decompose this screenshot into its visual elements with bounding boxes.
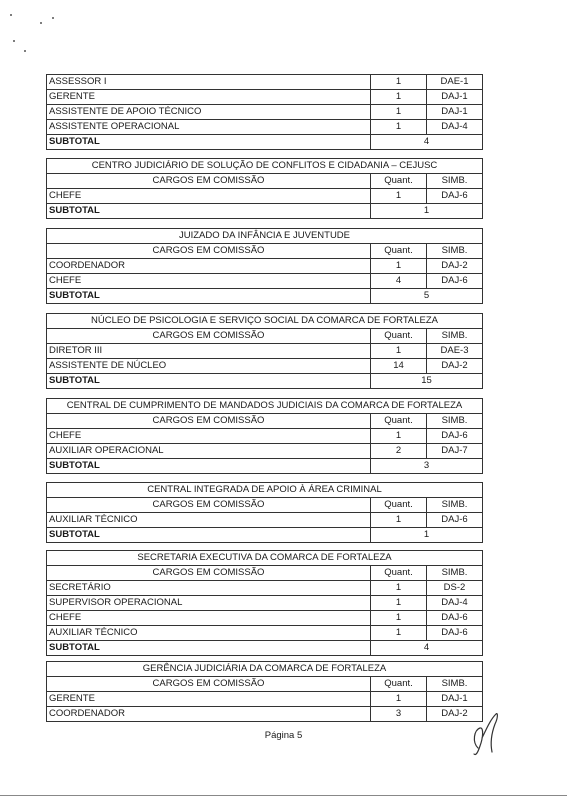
cargo-cell: AUXILIAR OPERACIONAL [47, 444, 371, 459]
section-title: CENTRO JUDICIÁRIO DE SOLUÇÃO DE CONFLITOS E CIDADANIA – CEJUSC [47, 159, 483, 174]
simb-cell: DAJ-6 [427, 189, 483, 204]
header-cargos: CARGOS EM COMISSÃO [47, 677, 371, 692]
quant-cell: 1 [371, 596, 427, 611]
cargo-cell: CHEFE [47, 429, 371, 444]
subtotal-value: 4 [371, 135, 483, 150]
header-simb: SIMB. [427, 414, 483, 429]
subtotal-label: SUBTOTAL [47, 528, 371, 543]
section-cejusc [46, 158, 483, 219]
page-number: Página 5 [264, 730, 303, 741]
cargo-cell: GERENTE [47, 90, 371, 105]
quant-cell: 1 [371, 692, 427, 707]
cargo-cell: COORDENADOR [47, 707, 371, 722]
table-row [47, 359, 483, 374]
quant-cell: 1 [371, 429, 427, 444]
subtotal-label: SUBTOTAL [47, 289, 371, 304]
subtotal-row [47, 374, 483, 389]
cargo-cell: CHEFE [47, 274, 371, 289]
scan-speck [52, 17, 54, 19]
quant-cell: 1 [371, 626, 427, 641]
header-simb: SIMB. [427, 498, 483, 513]
table-row [47, 105, 483, 120]
scan-speck [13, 40, 15, 42]
simb-cell: DAJ-1 [427, 90, 483, 105]
subtotal-label: SUBTOTAL [47, 459, 371, 474]
quant-cell: 1 [371, 75, 427, 90]
simb-cell: DAJ-6 [427, 611, 483, 626]
simb-cell: DAJ-2 [427, 259, 483, 274]
subtotal-value: 3 [371, 459, 483, 474]
header-quant: Quant. [371, 174, 427, 189]
quant-cell: 14 [371, 359, 427, 374]
cargo-cell: SECRETÁRIO [47, 581, 371, 596]
simb-cell: DAJ-6 [427, 429, 483, 444]
section-nucleo-psicologia [46, 313, 483, 389]
header-quant: Quant. [371, 329, 427, 344]
header-cargos: CARGOS EM COMISSÃO [47, 174, 371, 189]
cargo-cell: SUPERVISOR OPERACIONAL [47, 596, 371, 611]
table-row [47, 692, 483, 707]
subtotal-value: 1 [371, 204, 483, 219]
section-central-mandados [46, 398, 483, 474]
section-title: CENTRAL DE CUMPRIMENTO DE MANDADOS JUDICIAIS DA COMARCA DE FORTALEZA [47, 399, 483, 414]
subtotal-label: SUBTOTAL [47, 204, 371, 219]
simb-cell: DAJ-2 [427, 707, 483, 722]
section-title: JUIZADO DA INFÂNCIA E JUVENTUDE [47, 229, 483, 244]
header-quant: Quant. [371, 244, 427, 259]
subtotal-row [47, 528, 483, 543]
cargo-cell: ASSISTENTE DE NÚCLEO [47, 359, 371, 374]
section-gerencia-judiciaria [46, 661, 483, 722]
header-cargos: CARGOS EM COMISSÃO [47, 414, 371, 429]
table-row [47, 596, 483, 611]
quant-cell: 1 [371, 189, 427, 204]
subtotal-row [47, 289, 483, 304]
quant-cell: 2 [371, 444, 427, 459]
table-row [47, 90, 483, 105]
subtotal-row [47, 135, 483, 150]
quant-cell: 1 [371, 259, 427, 274]
section-title: SECRETARIA EXECUTIVA DA COMARCA DE FORTALEZA [47, 551, 483, 566]
header-cargos: CARGOS EM COMISSÃO [47, 244, 371, 259]
table-row [47, 189, 483, 204]
section-title: CENTRAL INTEGRADA DE APOIO À ÁREA CRIMINAL [47, 483, 483, 498]
cargo-cell: ASSISTENTE DE APOIO TÉCNICO [47, 105, 371, 120]
simb-cell: DAE-1 [427, 75, 483, 90]
simb-cell: DAJ-1 [427, 105, 483, 120]
simb-cell: DAJ-7 [427, 444, 483, 459]
subtotal-label: SUBTOTAL [47, 641, 371, 656]
cargo-cell: COORDENADOR [47, 259, 371, 274]
section-central-integrada [46, 482, 483, 543]
section-juizado-infancia [46, 228, 483, 304]
quant-cell: 1 [371, 344, 427, 359]
simb-cell: DAJ-1 [427, 692, 483, 707]
header-quant: Quant. [371, 566, 427, 581]
subtotal-value: 5 [371, 289, 483, 304]
subtotal-row [47, 204, 483, 219]
simb-cell: DAJ-6 [427, 626, 483, 641]
table-continuation [46, 74, 483, 150]
quant-cell: 1 [371, 105, 427, 120]
table-row [47, 581, 483, 596]
table-row [47, 274, 483, 289]
simb-cell: DAE-3 [427, 344, 483, 359]
header-cargos: CARGOS EM COMISSÃO [47, 566, 371, 581]
simb-cell: DS-2 [427, 581, 483, 596]
bottom-scan-edge [0, 795, 567, 796]
table-row [47, 259, 483, 274]
simb-cell: DAJ-2 [427, 359, 483, 374]
header-quant: Quant. [371, 414, 427, 429]
section-secretaria-executiva [46, 550, 483, 656]
simb-cell: DAJ-6 [427, 274, 483, 289]
simb-cell: DAJ-6 [427, 513, 483, 528]
table-row [47, 429, 483, 444]
subtotal-value: 1 [371, 528, 483, 543]
section-title: NÚCLEO DE PSICOLOGIA E SERVIÇO SOCIAL DA COMARCA DE FORTALEZA [47, 314, 483, 329]
quant-cell: 1 [371, 120, 427, 135]
table-row [47, 75, 483, 90]
header-simb: SIMB. [427, 244, 483, 259]
scan-speck [24, 50, 26, 52]
subtotal-row [47, 641, 483, 656]
cargo-cell: CHEFE [47, 189, 371, 204]
header-simb: SIMB. [427, 174, 483, 189]
cargo-cell: DIRETOR III [47, 344, 371, 359]
scan-speck [40, 22, 42, 24]
cargo-cell: AUXILIAR TÉCNICO [47, 513, 371, 528]
quant-cell: 4 [371, 274, 427, 289]
simb-cell: DAJ-4 [427, 120, 483, 135]
subtotal-value: 15 [371, 374, 483, 389]
header-quant: Quant. [371, 677, 427, 692]
cargo-cell: AUXILIAR TÉCNICO [47, 626, 371, 641]
table-row [47, 344, 483, 359]
table-row [47, 626, 483, 641]
table-row [47, 120, 483, 135]
header-simb: SIMB. [427, 329, 483, 344]
cargo-cell: ASSISTENTE OPERACIONAL [47, 120, 371, 135]
quant-cell: 1 [371, 611, 427, 626]
table-row [47, 513, 483, 528]
cargo-cell: GERENTE [47, 692, 371, 707]
header-simb: SIMB. [427, 566, 483, 581]
table-row [47, 707, 483, 722]
quant-cell: 1 [371, 513, 427, 528]
header-cargos: CARGOS EM COMISSÃO [47, 329, 371, 344]
header-quant: Quant. [371, 498, 427, 513]
subtotal-value: 4 [371, 641, 483, 656]
quant-cell: 1 [371, 581, 427, 596]
subtotal-label: SUBTOTAL [47, 374, 371, 389]
cargo-cell: ASSESSOR I [47, 75, 371, 90]
quant-cell: 1 [371, 90, 427, 105]
subtotal-label: SUBTOTAL [47, 135, 371, 150]
simb-cell: DAJ-4 [427, 596, 483, 611]
scan-speck [10, 14, 12, 16]
header-simb: SIMB. [427, 677, 483, 692]
cargo-cell: CHEFE [47, 611, 371, 626]
table-row [47, 444, 483, 459]
table-row [47, 611, 483, 626]
section-title: GERÊNCIA JUDICIÁRIA DA COMARCA DE FORTALEZA [47, 662, 483, 677]
subtotal-row [47, 459, 483, 474]
header-cargos: CARGOS EM COMISSÃO [47, 498, 371, 513]
quant-cell: 3 [371, 707, 427, 722]
